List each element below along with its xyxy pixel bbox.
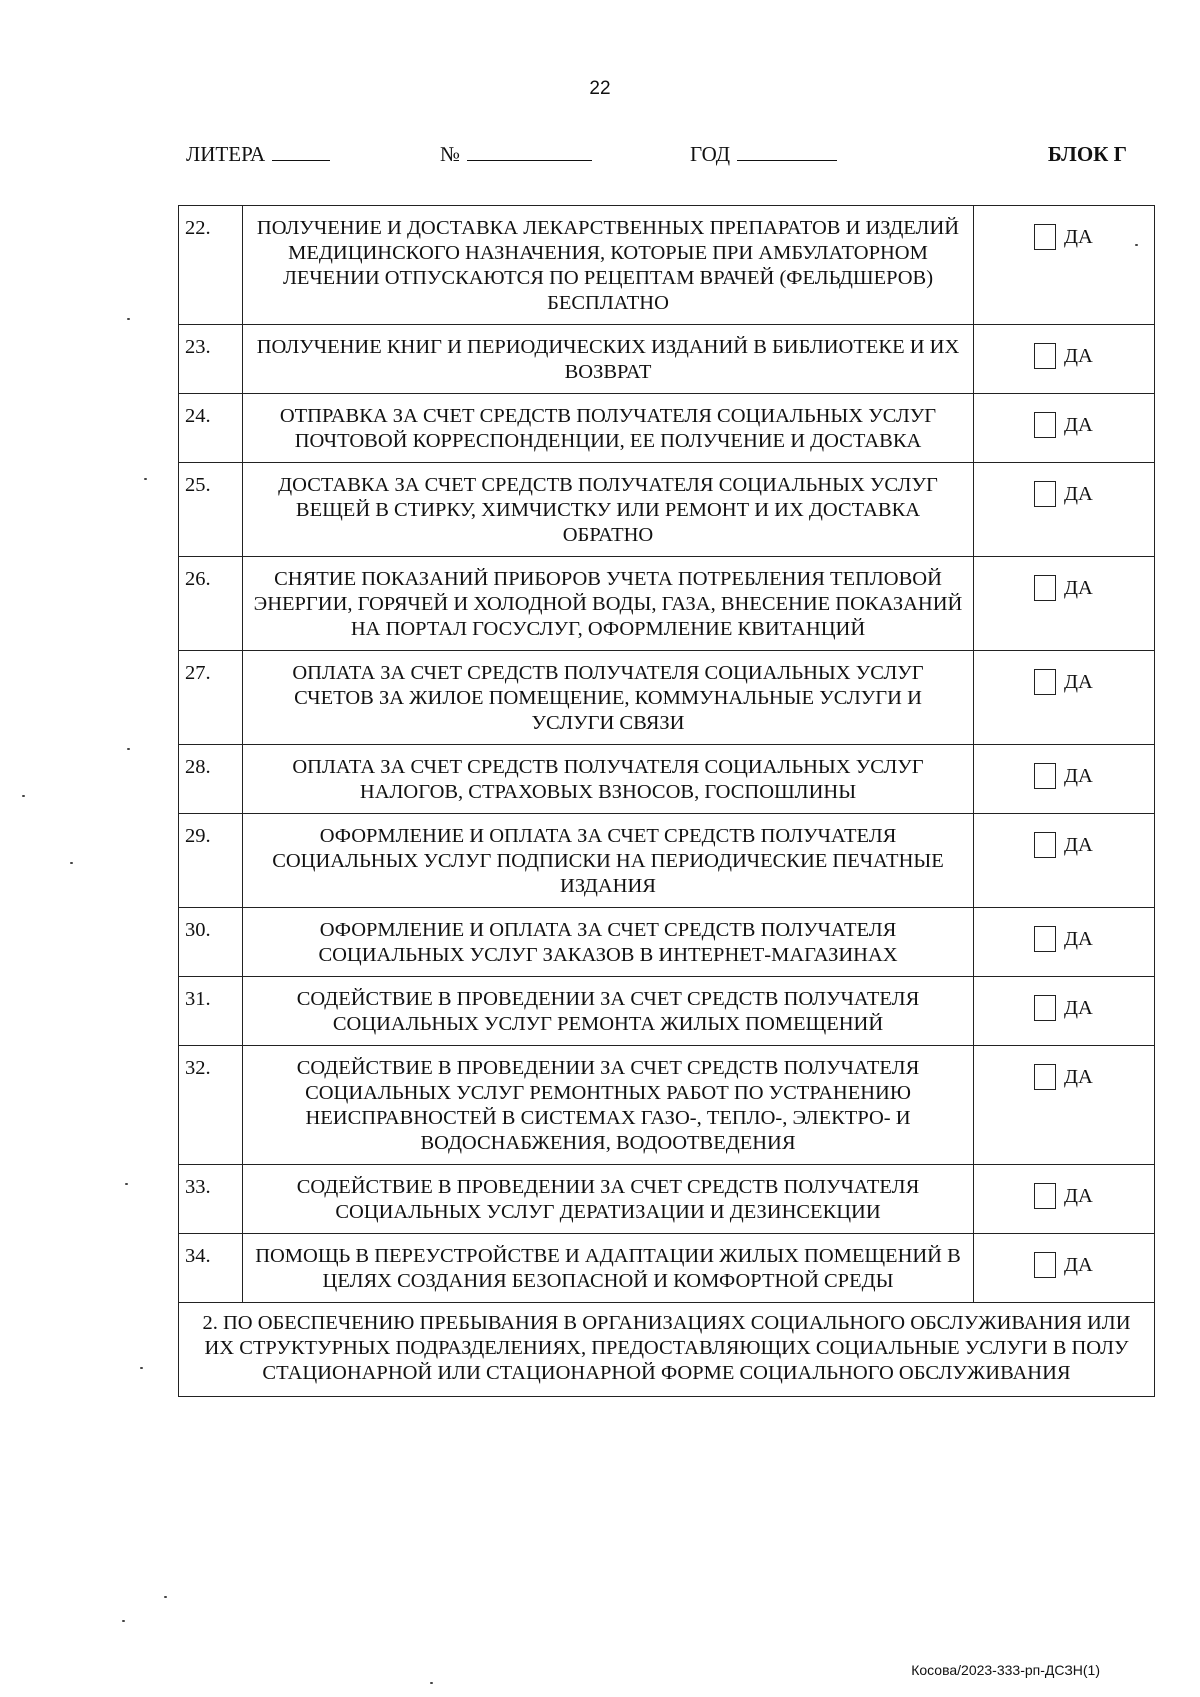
table-row [179, 745, 1155, 814]
section-heading: 2. ПО ОБЕСПЕЧЕНИЮ ПРЕБЫВАНИЯ В ОРГАНИЗАЦИЯХ СОЦИАЛЬНОГО ОБСЛУЖИВАНИЯ ИЛИ ИХ СТРУКТУРНЫХ ПОДРАЗДЕЛЕНИЯХ, ПРЕДОСТАВЛЯЮЩИХ СОЦИАЛЬНЫЕ УСЛУГИ В ПОЛУ СТАЦИОНАРНОЙ ИЛИ СТАЦИОНАРНОЙ ФОРМЕ СОЦИАЛЬНОГО ОБСЛУЖИВАНИЯ [179, 1303, 1155, 1397]
year-field [690, 142, 837, 167]
document-code: Косова/2023-333-рп-ДСЗН(1) [911, 1662, 1100, 1678]
yes-checkbox[interactable] [1034, 669, 1056, 695]
form-header [0, 142, 1200, 170]
yes-option[interactable] [1034, 926, 1154, 952]
yes-checkbox-label: ДА [1064, 670, 1093, 693]
yes-checkbox[interactable] [1034, 575, 1056, 601]
yes-checkbox-label: ДА [1064, 576, 1093, 599]
service-description: ПОМОЩЬ В ПЕРЕУСТРОЙСТВЕ И АДАПТАЦИИ ЖИЛЫХ ПОМЕЩЕНИЙ В ЦЕЛЯХ СОЗДАНИЯ БЕЗОПАСНОЙ И КОМФОРТНОЙ СРЕДЫ [243, 1234, 974, 1303]
yes-checkbox-label: ДА [1064, 413, 1093, 436]
yes-option-cell [974, 814, 1155, 908]
table-row [179, 1165, 1155, 1234]
service-description: ОФОРМЛЕНИЕ И ОПЛАТА ЗА СЧЕТ СРЕДСТВ ПОЛУЧАТЕЛЯ СОЦИАЛЬНЫХ УСЛУГ ЗАКАЗОВ В ИНТЕРНЕТ-МАГАЗИНАХ [243, 908, 974, 977]
row-number: 25. [179, 463, 243, 557]
yes-checkbox[interactable] [1034, 763, 1056, 789]
number-field [440, 142, 592, 167]
row-number: 30. [179, 908, 243, 977]
table-row [179, 557, 1155, 651]
service-description: СОДЕЙСТВИЕ В ПРОВЕДЕНИИ ЗА СЧЕТ СРЕДСТВ ПОЛУЧАТЕЛЯ СОЦИАЛЬНЫХ УСЛУГ РЕМОНТА ЖИЛЫХ ПОМЕЩЕНИЙ [243, 977, 974, 1046]
page-number: 22 [589, 78, 611, 99]
block-label: БЛОК Г [1047, 142, 1127, 166]
scan-speck [144, 478, 147, 480]
yes-option[interactable] [1034, 224, 1154, 250]
row-number: 23. [179, 325, 243, 394]
yes-option-cell [974, 463, 1155, 557]
yes-checkbox-label: ДА [1064, 1065, 1093, 1088]
service-description: ПОЛУЧЕНИЕ КНИГ И ПЕРИОДИЧЕСКИХ ИЗДАНИЙ В БИБЛИОТЕКЕ И ИХ ВОЗВРАТ [243, 325, 974, 394]
row-number: 34. [179, 1234, 243, 1303]
scan-speck [125, 1183, 128, 1185]
table-row [179, 463, 1155, 557]
yes-option-cell [974, 1165, 1155, 1234]
table-row [179, 1046, 1155, 1165]
yes-option[interactable] [1034, 1064, 1154, 1090]
yes-checkbox-label: ДА [1064, 996, 1093, 1019]
scan-speck [430, 1682, 433, 1684]
litera-field [186, 142, 330, 167]
litera-label: ЛИТЕРА [186, 142, 266, 166]
row-number: 22. [179, 206, 243, 325]
yes-checkbox[interactable] [1034, 995, 1056, 1021]
table-row [179, 394, 1155, 463]
scan-speck [127, 318, 130, 320]
row-number: 33. [179, 1165, 243, 1234]
yes-checkbox-label: ДА [1064, 927, 1093, 950]
yes-checkbox[interactable] [1034, 481, 1056, 507]
yes-checkbox[interactable] [1034, 1064, 1056, 1090]
yes-option[interactable] [1034, 481, 1154, 507]
row-number: 26. [179, 557, 243, 651]
table-row [179, 325, 1155, 394]
yes-option[interactable] [1034, 763, 1154, 789]
yes-option-cell [974, 651, 1155, 745]
scan-speck [70, 862, 73, 864]
yes-checkbox-label: ДА [1064, 225, 1093, 248]
scan-speck [140, 1367, 143, 1369]
yes-checkbox-label: ДА [1064, 1184, 1093, 1207]
number-blank-line[interactable] [467, 142, 592, 161]
yes-checkbox[interactable] [1034, 1252, 1056, 1278]
yes-option-cell [974, 977, 1155, 1046]
yes-option-cell [974, 1234, 1155, 1303]
yes-option-cell [974, 745, 1155, 814]
service-description: СОДЕЙСТВИЕ В ПРОВЕДЕНИИ ЗА СЧЕТ СРЕДСТВ ПОЛУЧАТЕЛЯ СОЦИАЛЬНЫХ УСЛУГ ДЕРАТИЗАЦИИ И ДЕЗИНСЕКЦИИ [243, 1165, 974, 1234]
yes-checkbox[interactable] [1034, 224, 1056, 250]
yes-checkbox-label: ДА [1064, 1253, 1093, 1276]
yes-option-cell [974, 908, 1155, 977]
table-row [179, 1234, 1155, 1303]
yes-option-cell [974, 206, 1155, 325]
yes-option-cell [974, 557, 1155, 651]
yes-option[interactable] [1034, 1252, 1154, 1278]
scan-speck [122, 1620, 125, 1622]
yes-checkbox-label: ДА [1064, 344, 1093, 367]
yes-option[interactable] [1034, 1183, 1154, 1209]
table-row [179, 908, 1155, 977]
row-number: 29. [179, 814, 243, 908]
yes-checkbox-label: ДА [1064, 482, 1093, 505]
row-number: 28. [179, 745, 243, 814]
table-row [179, 814, 1155, 908]
yes-checkbox-label: ДА [1064, 833, 1093, 856]
row-number: 27. [179, 651, 243, 745]
service-description: ОТПРАВКА ЗА СЧЕТ СРЕДСТВ ПОЛУЧАТЕЛЯ СОЦИАЛЬНЫХ УСЛУГ ПОЧТОВОЙ КОРРЕСПОНДЕНЦИИ, ЕЕ ПОЛУЧЕНИЕ И ДОСТАВКА [243, 394, 974, 463]
yes-checkbox[interactable] [1034, 1183, 1056, 1209]
yes-option[interactable] [1034, 343, 1154, 369]
services-table [178, 205, 1155, 1397]
table-row [179, 206, 1155, 325]
yes-option[interactable] [1034, 412, 1154, 438]
yes-option[interactable] [1034, 832, 1154, 858]
scan-speck [22, 795, 25, 797]
table-row [179, 977, 1155, 1046]
litera-blank-line[interactable] [272, 142, 330, 161]
yes-checkbox[interactable] [1034, 832, 1056, 858]
service-description: ОПЛАТА ЗА СЧЕТ СРЕДСТВ ПОЛУЧАТЕЛЯ СОЦИАЛЬНЫХ УСЛУГ СЧЕТОВ ЗА ЖИЛОЕ ПОМЕЩЕНИЕ, КОММУНАЛЬНЫЕ УСЛУГИ И УСЛУГИ СВЯЗИ [243, 651, 974, 745]
yes-option[interactable] [1034, 575, 1154, 601]
table-row [179, 651, 1155, 745]
year-label: ГОД [690, 142, 731, 166]
yes-option[interactable] [1034, 995, 1154, 1021]
service-description: ДОСТАВКА ЗА СЧЕТ СРЕДСТВ ПОЛУЧАТЕЛЯ СОЦИАЛЬНЫХ УСЛУГ ВЕЩЕЙ В СТИРКУ, ХИМЧИСТКУ ИЛИ РЕМОНТ И ИХ ДОСТАВКА ОБРАТНО [243, 463, 974, 557]
yes-option-cell [974, 325, 1155, 394]
yes-checkbox[interactable] [1034, 412, 1056, 438]
row-number: 32. [179, 1046, 243, 1165]
year-blank-line[interactable] [737, 142, 837, 161]
yes-checkbox[interactable] [1034, 343, 1056, 369]
services-table-body [179, 206, 1155, 1303]
scan-speck [164, 1596, 167, 1598]
row-number: 31. [179, 977, 243, 1046]
row-number: 24. [179, 394, 243, 463]
service-description: СНЯТИЕ ПОКАЗАНИЙ ПРИБОРОВ УЧЕТА ПОТРЕБЛЕНИЯ ТЕПЛОВОЙ ЭНЕРГИИ, ГОРЯЧЕЙ И ХОЛОДНОЙ ВОДЫ, ГАЗА, ВНЕСЕНИЕ ПОКАЗАНИЙ НА ПОРТАЛ ГОСУСЛУГ, ОФОРМЛЕНИЕ КВИТАНЦИЙ [243, 557, 974, 651]
service-description: ОПЛАТА ЗА СЧЕТ СРЕДСТВ ПОЛУЧАТЕЛЯ СОЦИАЛЬНЫХ УСЛУГ НАЛОГОВ, СТРАХОВЫХ ВЗНОСОВ, ГОСПОШЛИНЫ [243, 745, 974, 814]
yes-option[interactable] [1034, 669, 1154, 695]
service-description: ПОЛУЧЕНИЕ И ДОСТАВКА ЛЕКАРСТВЕННЫХ ПРЕПАРАТОВ И ИЗДЕЛИЙ МЕДИЦИНСКОГО НАЗНАЧЕНИЯ, КОТОРЫЕ ПРИ АМБУЛАТОРНОМ ЛЕЧЕНИИ ОТПУСКАЮТСЯ ПО РЕЦЕПТАМ ВРАЧЕЙ (ФЕЛЬДШЕРОВ) БЕСПЛАТНО [243, 206, 974, 325]
service-description: ОФОРМЛЕНИЕ И ОПЛАТА ЗА СЧЕТ СРЕДСТВ ПОЛУЧАТЕЛЯ СОЦИАЛЬНЫХ УСЛУГ ПОДПИСКИ НА ПЕРИОДИЧЕСКИЕ ПЕЧАТНЫЕ ИЗДАНИЯ [243, 814, 974, 908]
scan-speck [1135, 244, 1138, 246]
service-description: СОДЕЙСТВИЕ В ПРОВЕДЕНИИ ЗА СЧЕТ СРЕДСТВ ПОЛУЧАТЕЛЯ СОЦИАЛЬНЫХ УСЛУГ РЕМОНТНЫХ РАБОТ ПО УСТРАНЕНИЮ НЕИСПРАВНОСТЕЙ В СИСТЕМАХ ГАЗО-, ТЕПЛО-, ЭЛЕКТРО- И ВОДОСНАБЖЕНИЯ, ВОДООТВЕДЕНИЯ [243, 1046, 974, 1165]
number-label: № [440, 142, 461, 166]
section-heading-row [179, 1303, 1155, 1397]
yes-option-cell [974, 394, 1155, 463]
scan-speck [127, 748, 130, 750]
yes-checkbox-label: ДА [1064, 764, 1093, 787]
yes-option-cell [974, 1046, 1155, 1165]
yes-checkbox[interactable] [1034, 926, 1056, 952]
